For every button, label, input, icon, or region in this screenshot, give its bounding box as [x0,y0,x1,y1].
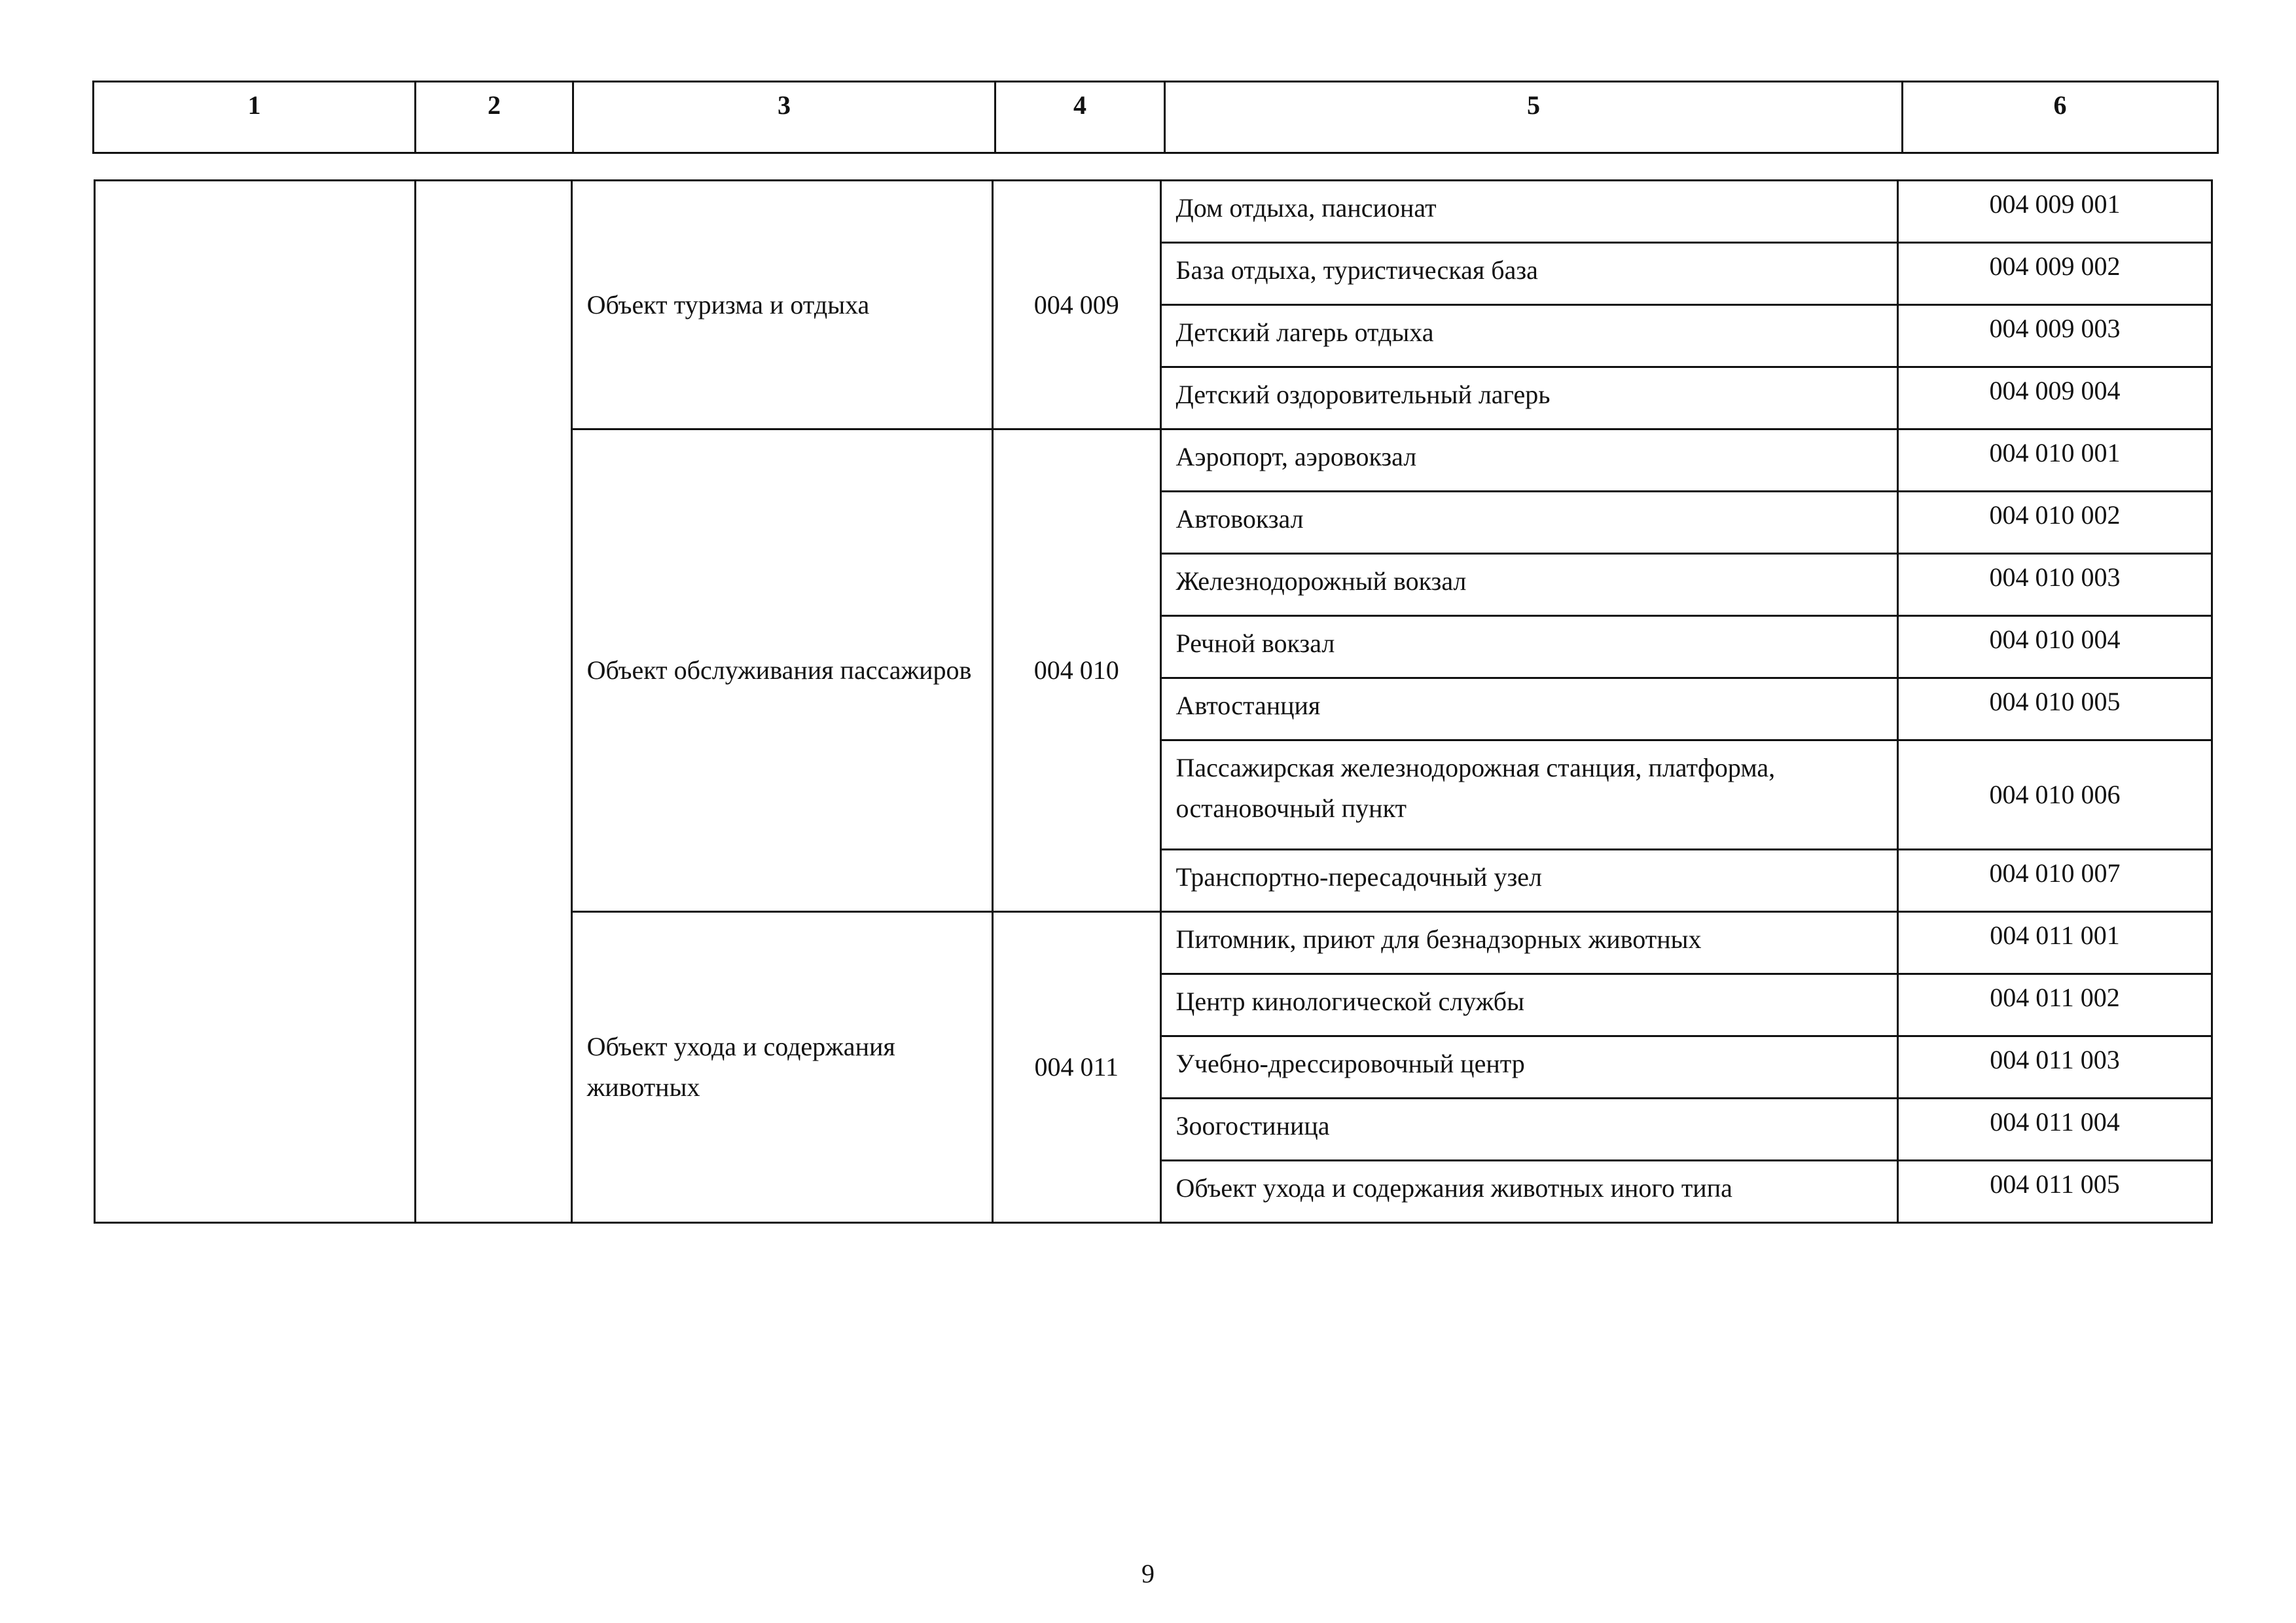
item-name: Питомник, приют для безнадзорных животных [1160,912,1897,974]
item-name: Объект ухода и содержания животных иного типа [1160,1161,1897,1223]
item-code: 004 011 005 [1897,1161,2212,1223]
header-col-2: 2 [416,82,573,153]
item-code: 004 009 002 [1897,243,2212,305]
item-name: Детский лагерь отдыха [1160,305,1897,367]
item-name: Центр кинологической службы [1160,974,1897,1036]
item-name: База отдыха, туристическая база [1160,243,1897,305]
item-name: Детский оздоровительный лагерь [1160,367,1897,429]
item-code: 004 010 004 [1897,616,2212,678]
item-code: 004 010 007 [1897,850,2212,912]
item-name: Пассажирская железнодорожная станция, платформа, остановочный пункт [1160,740,1897,850]
header-col-6: 6 [1903,82,2218,153]
item-code: 004 011 002 [1897,974,2212,1036]
col-2-cell [416,181,572,1223]
item-name: Дом отдыха, пансионат [1160,181,1897,243]
item-name: Зоогостиница [1160,1099,1897,1161]
item-code: 004 010 001 [1897,429,2212,492]
item-name: Речной вокзал [1160,616,1897,678]
column-header-table [92,81,2219,154]
item-name: Автостанция [1160,678,1897,740]
group-code: 004 011 [992,912,1160,1223]
header-col-3: 3 [573,82,996,153]
table-row [95,181,2212,243]
item-code: 004 009 001 [1897,181,2212,243]
group-name: Объект обслуживания пассажиров [571,429,992,912]
header-row [94,82,2218,153]
item-code: 004 009 004 [1897,367,2212,429]
item-code: 004 010 003 [1897,554,2212,616]
group-name: Объект туризма и отдыха [571,181,992,429]
item-code: 004 011 004 [1897,1099,2212,1161]
group-name: Объект ухода и содержания животных [571,912,992,1223]
item-code: 004 011 001 [1897,912,2212,974]
item-name: Автовокзал [1160,492,1897,554]
header-col-5: 5 [1165,82,1903,153]
header-col-4: 4 [996,82,1165,153]
item-code: 004 010 006 [1897,740,2212,850]
item-name: Аэропорт, аэровокзал [1160,429,1897,492]
item-name: Железнодорожный вокзал [1160,554,1897,616]
col-1-cell [95,181,416,1223]
item-code: 004 010 005 [1897,678,2212,740]
item-name: Учебно-дрессировочный центр [1160,1036,1897,1099]
item-code: 004 009 003 [1897,305,2212,367]
item-code: 004 010 002 [1897,492,2212,554]
classifier-table-body [95,181,2212,1223]
item-name: Транспортно-пересадочный узел [1160,850,1897,912]
item-code: 004 011 003 [1897,1036,2212,1099]
group-code: 004 009 [992,181,1160,429]
classifier-table [94,179,2213,1224]
page-number: 9 [1141,1559,1155,1588]
header-col-1: 1 [94,82,416,153]
group-code: 004 010 [992,429,1160,912]
